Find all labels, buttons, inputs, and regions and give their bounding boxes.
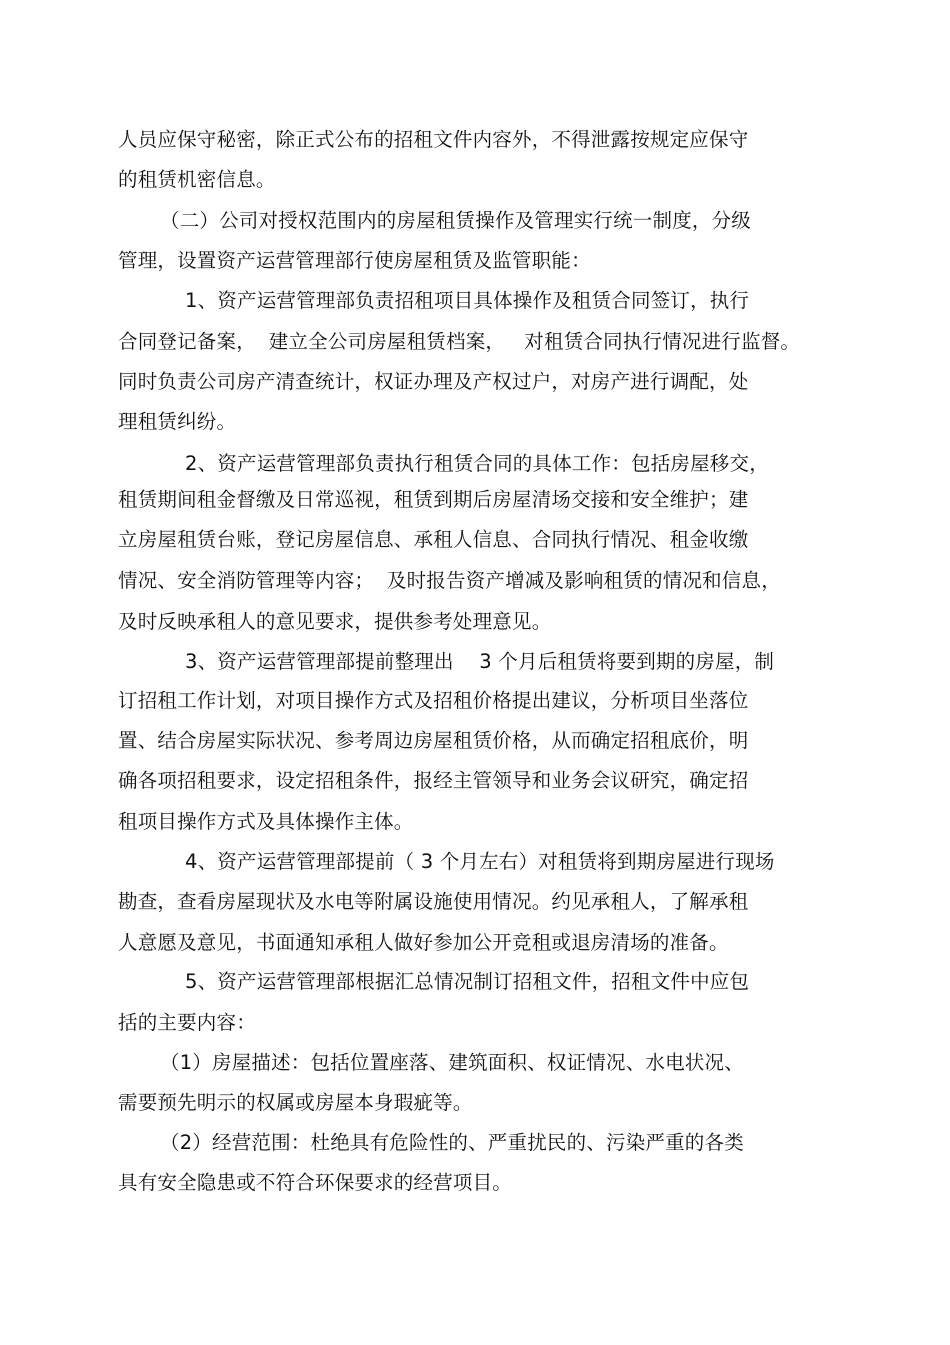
- text-line-7: 同时负责公司房产清查统计，权证办理及产权过户，对房产进行调配，处: [118, 370, 749, 393]
- text-line-4: 管理，设置资产运营管理部行使房屋租赁及监管职能：: [118, 249, 591, 272]
- text-line-9: 2、资产运营管理部负责执行租赁合同的具体工作：包括房屋移交，: [185, 452, 769, 475]
- text-line-19: 4、资产运营管理部提前（ 3 个月左右）对租赁将到期房屋进行现场: [185, 850, 775, 873]
- text-line-16: 置、结合房屋实际状况、参考周边房屋租赁价格，从而确定招租底价，明: [118, 729, 749, 752]
- text-line-22: 5、资产运营管理部根据汇总情况制订招租文件，招租文件中应包: [185, 970, 750, 993]
- text-line-1: 人员应保守秘密，除正式公布的招租文件内容外，不得泄露按规定应保守: [118, 128, 749, 151]
- text-line-21: 人意愿及意见，书面通知承租人做好参加公开竞租或退房清场的准备。: [118, 931, 729, 954]
- text-line-3: （二）公司对授权范围内的房屋租赁操作及管理实行统一制度，分级: [160, 209, 752, 232]
- text-line-11: 立房屋租赁台账，登记房屋信息、承租人信息、合同执行情况、租金收缴: [118, 528, 749, 551]
- text-line-6: 合同登记备案， 建立全公司房屋租赁档案， 对租赁合同执行情况进行监督。: [118, 330, 801, 353]
- text-line-17: 确各项招租要求，设定招租条件，报经主管领导和业务会议研究，确定招: [118, 769, 749, 792]
- text-line-27: 具有安全隐患或不符合环保要求的经营项目。: [118, 1171, 513, 1194]
- text-line-14: 3、资产运营管理部提前整理出 3 个月后租赁将要到期的房屋，制: [185, 650, 775, 673]
- text-line-26: （2）经营范围：杜绝具有危险性的、严重扰民的、污染严重的各类: [160, 1131, 744, 1154]
- text-line-24: （1）房屋描述：包括位置座落、建筑面积、权证情况、水电状况、: [160, 1051, 744, 1074]
- text-line-12: 情况、安全消防管理等内容； 及时报告资产增减及影响租赁的情况和信息，: [118, 569, 781, 592]
- text-line-18: 租项目操作方式及具体操作主体。: [118, 810, 414, 833]
- text-line-2: 的租赁机密信息。: [118, 168, 276, 191]
- text-line-25: 需要预先明示的权属或房屋本身瑕疵等。: [118, 1091, 473, 1114]
- text-line-10: 租赁期间租金督缴及日常巡视，租赁到期后房屋清场交接和安全维护；建: [118, 488, 749, 511]
- text-line-13: 及时反映承租人的意见要求，提供参考处理意见。: [118, 610, 552, 633]
- text-line-23: 括的主要内容：: [118, 1011, 256, 1034]
- text-line-20: 勘查，查看房屋现状及水电等附属设施使用情况。约见承租人，了解承租: [118, 890, 749, 913]
- text-line-8: 理租赁纠纷。: [118, 410, 237, 433]
- text-line-5: 1、资产运营管理部负责招租项目具体操作及租赁合同签订，执行: [185, 289, 750, 312]
- text-line-15: 订招租工作计划，对项目操作方式及招租价格提出建议，分析项目坐落位: [118, 689, 749, 712]
